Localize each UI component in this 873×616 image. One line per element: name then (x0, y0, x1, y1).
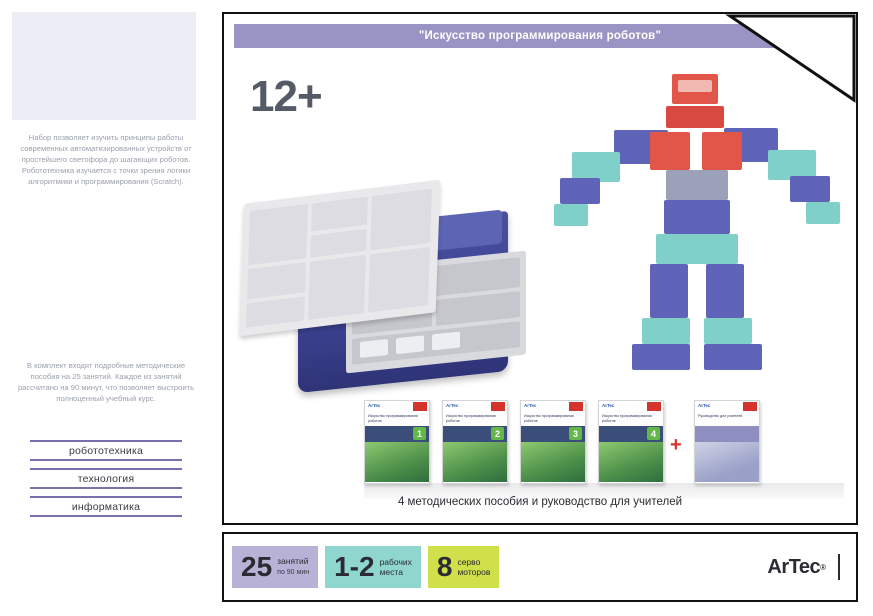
book-number: 3 (569, 427, 582, 440)
subject-tag-robotics: робототехника (30, 440, 182, 461)
book-footer (521, 482, 585, 484)
book-tag (569, 402, 583, 411)
robot-knee-left (642, 318, 690, 344)
book-number: 1 (413, 427, 426, 440)
book-number: 2 (491, 427, 504, 440)
tray-cell (311, 197, 368, 232)
robot-illustration (554, 66, 844, 406)
tray-cell (436, 291, 520, 326)
book-footer (365, 482, 429, 484)
tray-cell (308, 255, 366, 320)
kit-box-illustration (242, 164, 562, 399)
robot-foot-left (632, 344, 690, 370)
book-cover-photo (695, 442, 759, 482)
stat-lessons-line2: по 90 мин (277, 569, 310, 576)
poster-title: "Искусство программирования роботов" (418, 30, 662, 42)
subject-tag-informatics: информатика (30, 496, 182, 517)
tray-cell (248, 204, 308, 265)
left-description-secondary: В комплект входят подробные методические пособия на 25 занятий. Каждое из занятий рассчитано на 90 минут, что позволяет выстроить полноценный учебный курс. (17, 361, 195, 403)
stat-servos-value: 8 (436, 551, 453, 582)
book-cover-photo (599, 442, 663, 482)
book-title: Искусство программирования роботов (524, 414, 574, 423)
book-band (695, 426, 759, 442)
book-logo: ArTec (446, 403, 459, 408)
book-logo: ArTec (524, 403, 537, 408)
book-footer (695, 482, 759, 484)
plus-icon: + (670, 434, 682, 456)
left-description-primary: Набор позволяет изучить принципы работы современных автоматизированных устройств от простейшего светофора до шагающих роботов. Робототехника изучается с точки зрения логики алгоритмики и программирования (Scratch). (20, 133, 192, 186)
stat-servos-label (457, 557, 490, 577)
brand-name: ArTec (767, 555, 821, 578)
left-info-column (0, 0, 212, 616)
tray-part (432, 331, 460, 350)
book-footer (599, 482, 663, 484)
book-tag (647, 402, 661, 411)
book-item (520, 400, 586, 484)
stat-lessons-line1: занятий (277, 556, 309, 566)
stat-workplaces-label (380, 557, 412, 577)
tray-part (360, 339, 388, 358)
stat-servos-line1: серво (457, 557, 481, 567)
book-band (521, 426, 585, 442)
book-item (598, 400, 664, 484)
poster-panel (212, 0, 873, 616)
stat-workplaces-value: 1-2 (334, 551, 375, 582)
robot-hand-left (554, 204, 588, 226)
book-band (599, 426, 663, 442)
robot-waist (664, 200, 730, 234)
kit-tray-upper (240, 180, 441, 337)
book-item-teacher-guide (694, 400, 760, 484)
robot-chest-right (702, 132, 742, 170)
book-title: Искусство программирования роботов (446, 414, 496, 423)
book-number: 4 (647, 427, 660, 440)
book-logo: ArTec (602, 403, 615, 408)
stat-servos (428, 546, 499, 588)
robot-leg-left (650, 264, 688, 318)
stat-lessons-label (277, 556, 309, 578)
brand-logo (767, 554, 840, 580)
robot-hips (656, 234, 738, 264)
book-tag (413, 402, 427, 411)
tray-cell (310, 229, 367, 258)
robot-arm-right-lower (790, 176, 830, 202)
book-header (599, 401, 663, 413)
book-item (442, 400, 508, 484)
book-title: Руководство для учителей (698, 414, 743, 418)
stat-servos-line2: моторов (457, 567, 491, 577)
robot-arm-left-lower (560, 178, 600, 204)
tray-cell (246, 296, 305, 327)
book-band (365, 426, 429, 442)
stat-lessons-value: 25 (241, 551, 273, 582)
book-logo: ArTec (368, 403, 381, 408)
book-header (695, 401, 759, 413)
book-title: Искусство программирования роботов (368, 414, 418, 423)
book-footer (443, 482, 507, 484)
robot-knee-right (704, 318, 752, 344)
stat-workplaces-line2: места (379, 567, 403, 577)
books-shelf (364, 400, 844, 500)
book-header (365, 401, 429, 413)
book-band (443, 426, 507, 442)
book-cover-photo (443, 442, 507, 482)
robot-leg-right (706, 264, 744, 318)
robot-chest-left (650, 132, 690, 170)
robot-hand-right (806, 202, 840, 224)
robot-torso (666, 170, 728, 200)
tray-cell (370, 189, 432, 251)
book-logo: ArTec (698, 403, 711, 408)
book-header (521, 401, 585, 413)
age-badge: 12+ (250, 72, 322, 121)
book-title: Искусство программирования роботов (602, 414, 652, 423)
stat-workplaces (325, 546, 421, 588)
book-item (364, 400, 430, 484)
books-caption: 4 методических пособия и руководство для учителей (397, 496, 683, 508)
book-cover-photo (365, 442, 429, 482)
book-cover-photo (521, 442, 585, 482)
left-color-swatch (12, 12, 196, 120)
book-tag (491, 402, 505, 411)
subject-tag-technology: технология (30, 468, 182, 489)
robot-face (678, 80, 712, 92)
robot-neck (666, 106, 724, 128)
tray-cell (368, 247, 430, 313)
robot-foot-right (704, 344, 762, 370)
book-header (443, 401, 507, 413)
brand-divider (838, 554, 840, 580)
book-tag (743, 402, 757, 411)
poster-frame (222, 12, 858, 525)
subject-tag-list (30, 440, 182, 524)
tray-cell (247, 262, 306, 299)
stats-bar (222, 532, 858, 602)
stat-lessons (232, 546, 318, 588)
stat-workplaces-line1: рабочих (379, 557, 412, 567)
brand-registered-mark: ® (820, 562, 826, 572)
tray-part (396, 335, 424, 354)
